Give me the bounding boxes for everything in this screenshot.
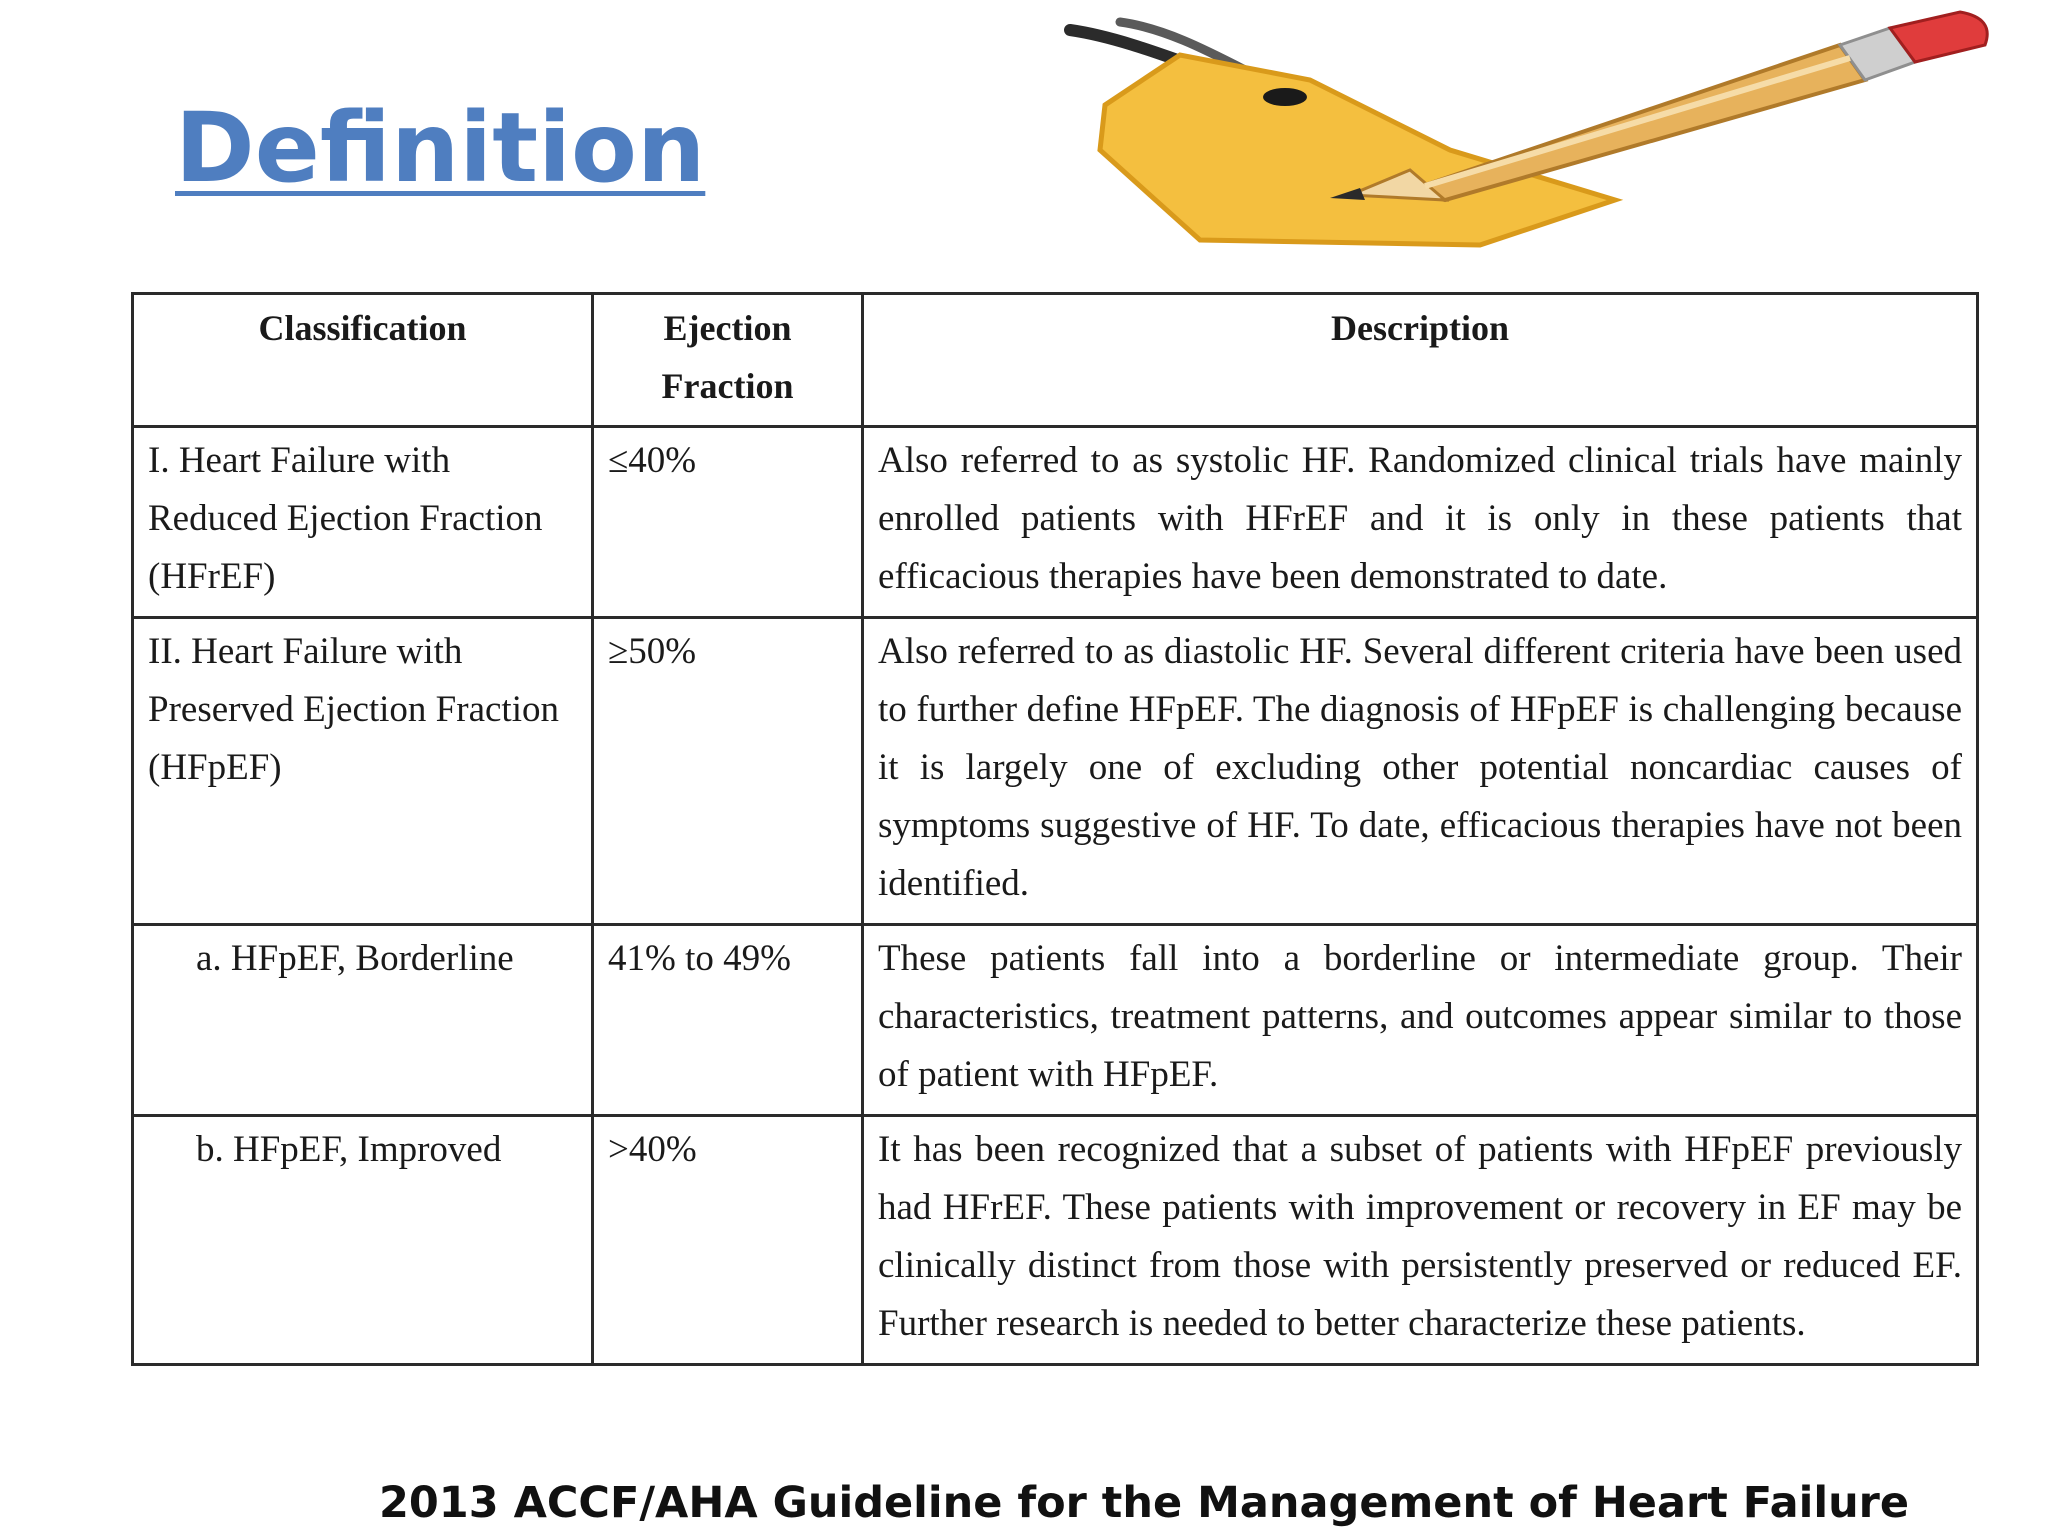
header-description: Description	[863, 294, 1978, 427]
pencil-stripe	[1425, 58, 1850, 186]
description-text: Also referred to as diastolic HF. Several different criteria have been used to further define HFpEF. The diagnosis of HFpEF is challenging because it is largely one of excluding other potential noncardiac causes of symptoms suggestive of HF. To date, efficacious therapies have not been identified.	[878, 631, 1962, 904]
table-row	[133, 427, 1978, 618]
header-ejection-fraction: Ejection Fraction	[593, 294, 863, 427]
table-header-row	[133, 294, 1978, 427]
header-classification: Classification	[133, 294, 593, 427]
cell-ejection-fraction: >40%	[593, 1116, 863, 1365]
cell-classification: II. Heart Failure with Preserved Ejection Fraction (HFpEF)	[133, 618, 593, 925]
tag-and-pencil-icon	[1060, 0, 2010, 260]
description-text: It has been recognized that a subset of patients with HFpEF previously had HFrEF. These patients with improvement or recovery in EF may be clinically distinct from those with persistently preserved or reduced EF. Further research is needed to better characterize these patients.	[878, 1129, 1962, 1344]
cell-description	[863, 1116, 1978, 1365]
cell-classification: b. HFpEF, Improved	[133, 1116, 593, 1365]
description-text: These patients fall into a borderline or intermediate group. Their characteristics, treatment patterns, and outcomes appear similar to those of patient with HFpEF.	[878, 938, 1962, 1095]
cell-ejection-fraction: ≤40%	[593, 427, 863, 618]
table-row	[133, 925, 1978, 1116]
table-row	[133, 618, 1978, 925]
table-row	[133, 1116, 1978, 1365]
slide-title: Definition	[175, 92, 706, 204]
cell-ejection-fraction: ≥50%	[593, 618, 863, 925]
cell-description	[863, 618, 1978, 925]
cell-classification: a. HFpEF, Borderline	[133, 925, 593, 1116]
tag-hole	[1263, 88, 1307, 106]
cell-ejection-fraction: 41% to 49%	[593, 925, 863, 1116]
cell-classification: I. Heart Failure with Reduced Ejection Fraction (HFrEF)	[133, 427, 593, 618]
cell-description	[863, 427, 1978, 618]
hf-classification-table	[131, 292, 1979, 1366]
source-caption: 2013 ACCF/AHA Guideline for the Management of Heart Failure	[378, 1478, 1910, 1528]
cell-description	[863, 925, 1978, 1116]
description-text: Also referred to as systolic HF. Randomized clinical trials have mainly enrolled patients with HFrEF and it is only in these patients that efficacious therapies have been demonstrated to date.	[878, 440, 1962, 597]
